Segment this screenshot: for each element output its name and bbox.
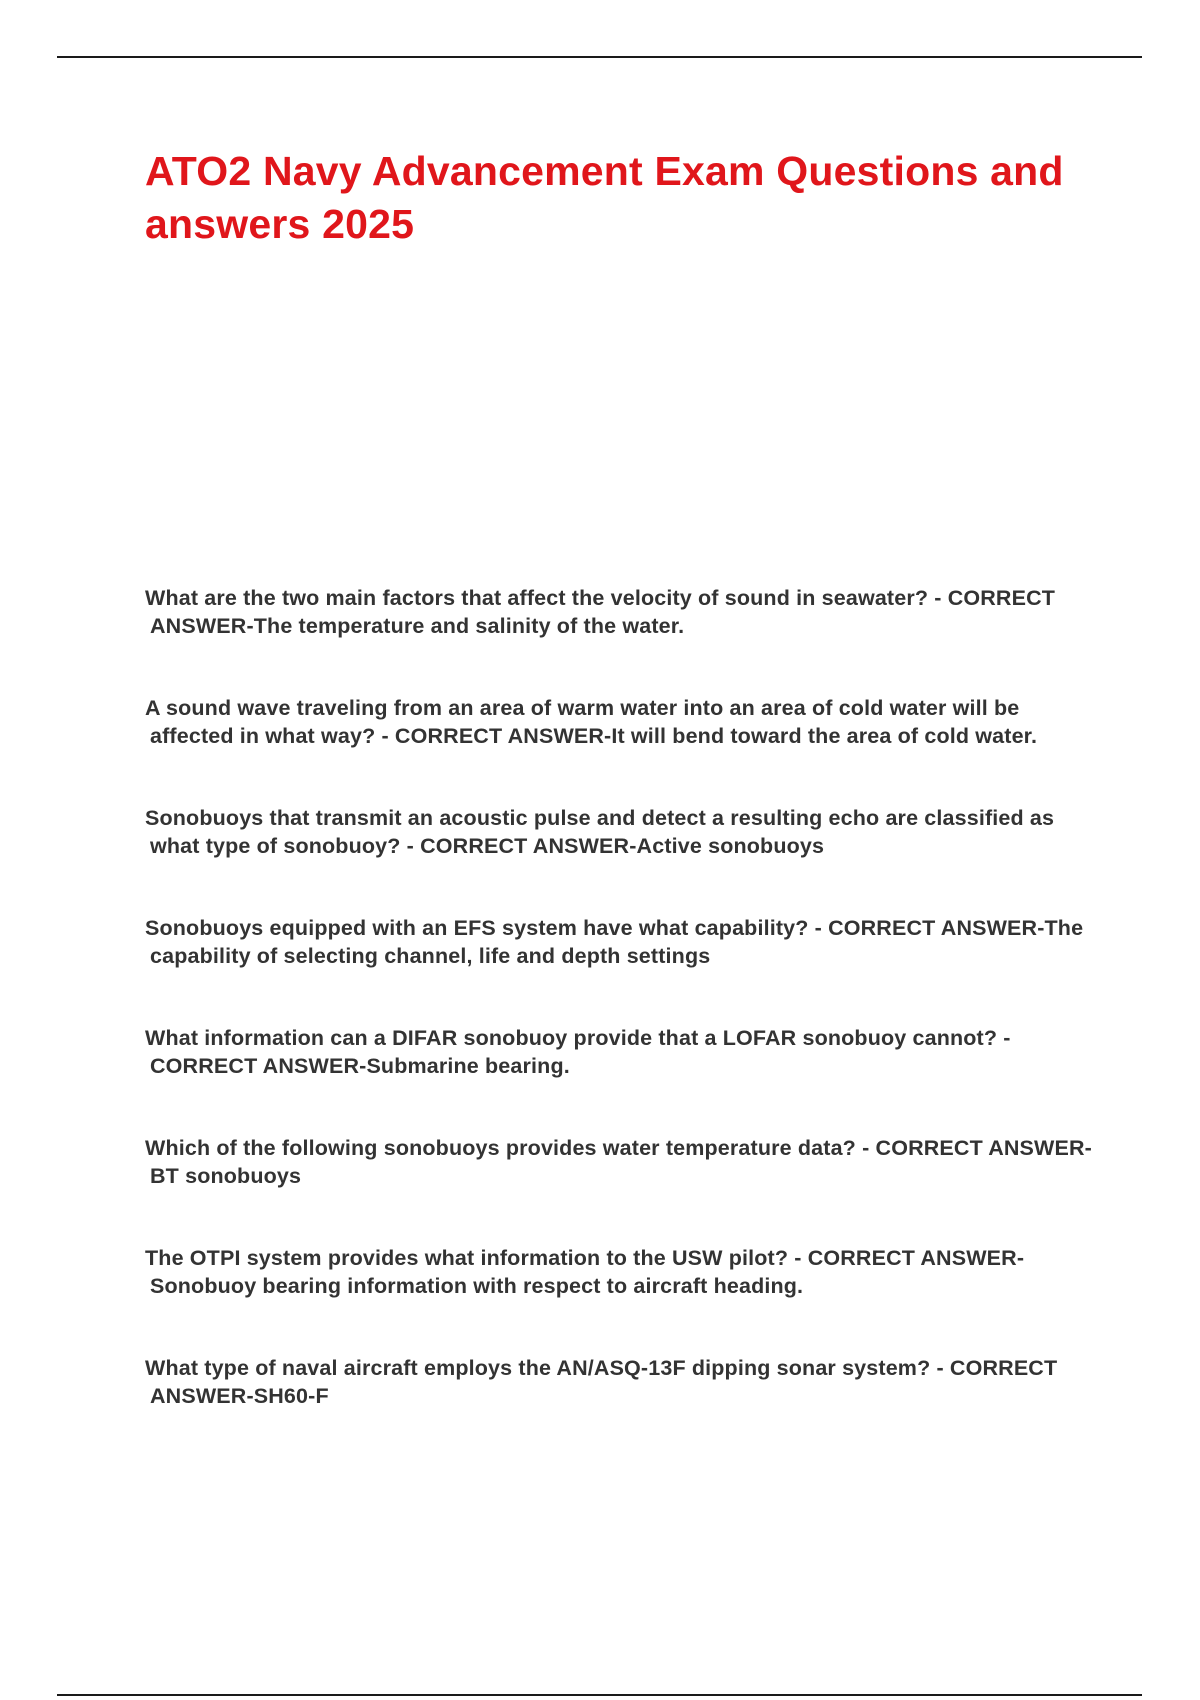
top-rule	[57, 56, 1142, 58]
bottom-rule	[57, 1694, 1142, 1696]
qa-item: What information can a DIFAR sonobuoy provide that a LOFAR sonobuoy cannot? - CORRECT ANSWER-Submarine bearing.	[145, 1026, 1011, 1078]
qa-item: Sonobuoys equipped with an EFS system have what capability? - CORRECT ANSWER-The capability of selecting channel, life and depth settings	[145, 916, 1084, 968]
qa-item: The OTPI system provides what information to the USW pilot? - CORRECT ANSWER-Sonobuoy bearing information with respect to aircraft heading.	[145, 1246, 1025, 1298]
qa-list	[145, 584, 1095, 1464]
qa-item: A sound wave traveling from an area of warm water into an area of cold water will be affected in what way? - CORRECT ANSWER-It will bend toward the area of cold water.	[145, 696, 1038, 748]
qa-item: Sonobuoys that transmit an acoustic pulse and detect a resulting echo are classified as what type of sonobuoy? - CORRECT ANSWER-Active sonobuoys	[145, 806, 1055, 858]
qa-item: Which of the following sonobuoys provides water temperature data? - CORRECT ANSWER-BT sonobuoys	[145, 1136, 1092, 1188]
qa-item: What are the two main factors that affect the velocity of sound in seawater? - CORRECT ANSWER-The temperature and salinity of the water.	[145, 586, 1056, 638]
document-title: ATO2 Navy Advancement Exam Questions and answers 2025	[145, 148, 1064, 247]
qa-item: What type of naval aircraft employs the AN/ASQ-13F dipping sonar system? - CORRECT ANSWER-SH60-F	[145, 1356, 1058, 1408]
